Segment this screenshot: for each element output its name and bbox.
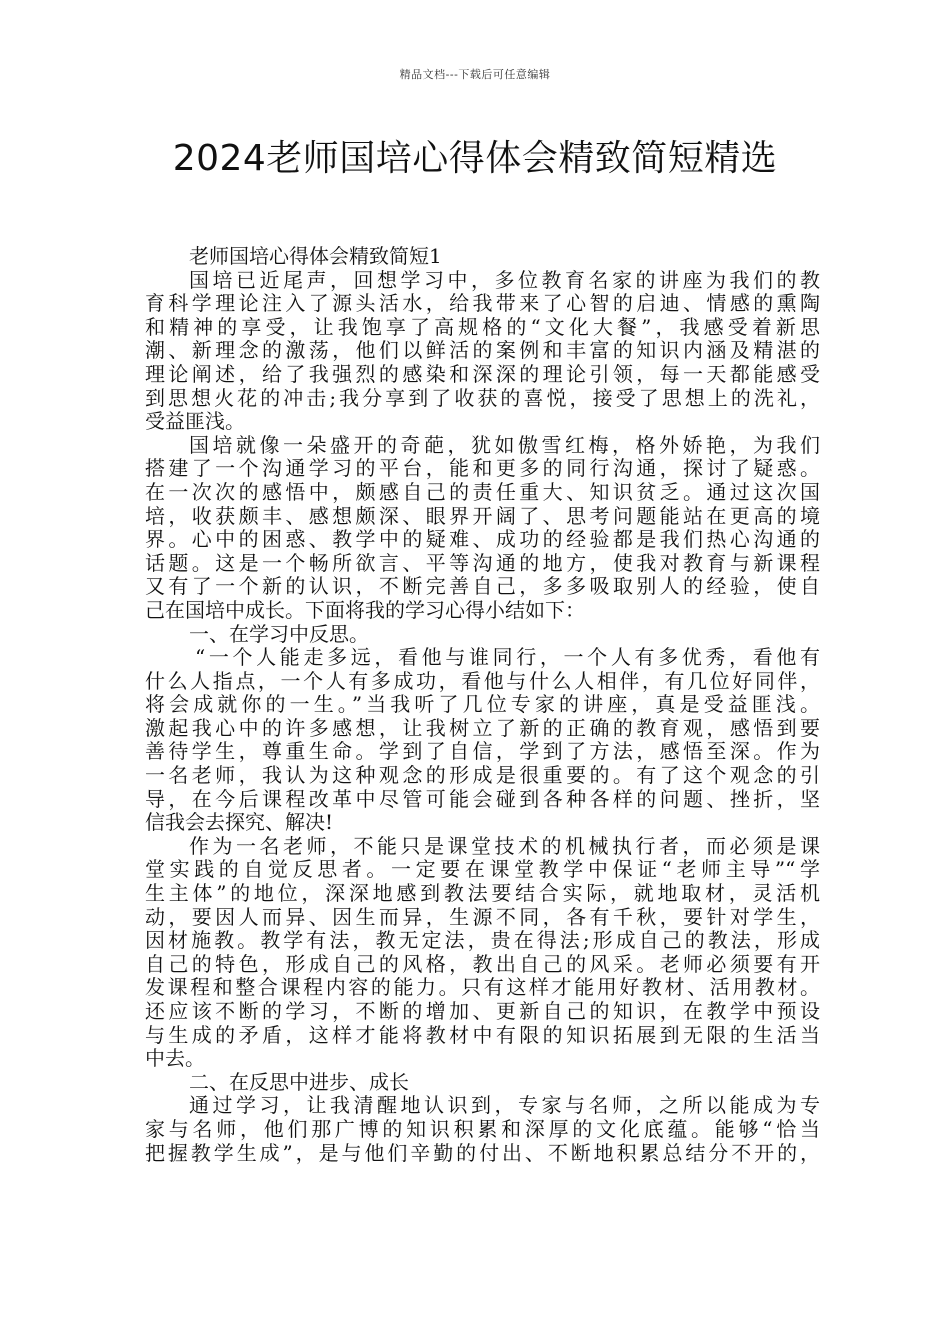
text-line: 育科学理论注入了源头活水，给我带来了心智的启迪、情感的熏陶 <box>145 292 820 316</box>
text-line: 一名老师，我认为这种观念的形成是很重要的。有了这个观念的引 <box>145 764 820 788</box>
text-line: 善待学生，尊重生命。学到了自信，学到了方法，感悟至深。作为 <box>145 740 820 764</box>
text-line: 通过学习，让我清醒地认识到，专家与名师，之所以能成为专 <box>189 1094 820 1118</box>
text-line: 中去。 <box>145 1047 205 1071</box>
text-line: 老师国培心得体会精致简短1 <box>189 245 442 268</box>
text-line: 界。心中的困惑、教学中的疑难、成功的经验都是我们热心沟通的 <box>145 528 820 552</box>
text-line: 作为一名老师，不能只是课堂技术的机械执行者，而必须是课 <box>189 834 820 858</box>
text-line: 潮、新理念的激荡，他们以鲜活的案例和丰富的知识内涵及精湛的 <box>145 339 820 363</box>
text-line: 信我会去探究、解决! <box>145 811 334 835</box>
text-line: 国培已近尾声，回想学习中，多位教育名家的讲座为我们的教 <box>189 268 820 292</box>
text-line: 生主体”的地位，深深地感到教法要结合实际，就地取材，灵活机 <box>145 882 820 906</box>
text-line: 己在国培中成长。下面将我的学习心得小结如下： <box>145 598 585 622</box>
text-line: 搭建了一个沟通学习的平台，能和更多的同行沟通，探讨了疑惑。 <box>145 457 820 481</box>
text-line: 受益匪浅。 <box>145 410 245 434</box>
document-title: 2024老师国培心得体会精致简短精选 <box>172 138 778 179</box>
text-line: 培，收获颇丰、感想颇深、眼界开阔了、思考问题能站在更高的境 <box>145 504 820 528</box>
text-line: 国培就像一朵盛开的奇葩，犹如傲雪红梅，格外娇艳，为我们 <box>189 433 820 457</box>
text-line: 因材施教。教学有法，教无定法，贵在得法;形成自己的教法，形成 <box>145 929 820 953</box>
text-line: 什么人指点，一个人有多成功，看他与什么人相伴，有几位好同伴， <box>145 669 820 693</box>
text-line: 在一次次的感悟中，颇感自己的责任重大、知识贫乏。通过这次国 <box>145 480 820 504</box>
text-line: 一、在学习中反思。 <box>189 622 369 646</box>
text-line: 和精神的享受，让我饱享了高规格的“文化大餐”，我感受着新思 <box>145 315 820 339</box>
text-line: 堂实践的自觉反思者。一定要在课堂教学中保证“老师主导”“学 <box>145 858 820 882</box>
text-line: 把握教学生成”，是与他们辛勤的付出、不断地积累总结分不开的， <box>145 1141 820 1165</box>
text-line: 激起我心中的许多感想，让我树立了新的正确的教育观，感悟到要 <box>145 716 820 740</box>
text-line: 将会成就你的一生。”当我听了几位专家的讲座，真是受益匪浅。 <box>145 693 820 717</box>
text-line: “一个人能走多远，看他与谁同行，一个人有多优秀，看他有 <box>195 646 820 670</box>
text-line: 发课程和整合课程内容的能力。只有这样才能用好教材、活用教材。 <box>145 976 820 1000</box>
text-line: 与生成的矛盾，这样才能将教材中有限的知识拓展到无限的生活当 <box>145 1023 820 1047</box>
text-line: 家与名师，他们那广博的知识积累和深厚的文化底蕴。能够“恰当 <box>145 1117 820 1141</box>
text-line: 二、在反思中进步、成长 <box>189 1070 409 1094</box>
text-line: 自己的特色，形成自己的风格，教出自己的风采。老师必须要有开 <box>145 952 820 976</box>
text-line: 导，在今后课程改革中尽管可能会碰到各种各样的问题、挫折，坚 <box>145 787 820 811</box>
text-line: 话题。这是一个畅所欲言、平等沟通的地方，使我对教育与新课程 <box>145 551 820 575</box>
document-body <box>145 245 820 1165</box>
page-header-note: 精品文档---下载后可任意编辑 <box>399 68 551 81</box>
text-line: 还应该不断的学习，不断的增加、更新自己的知识，在教学中预设 <box>145 1000 820 1023</box>
text-line: 动，要因人而异、因生而异，生源不同，各有千秋，要针对学生， <box>145 905 820 929</box>
text-line: 到思想火花的冲击;我分享到了收获的喜悦，接受了思想上的洗礼， <box>145 386 820 410</box>
text-line: 又有了一个新的认识，不断完善自己，多多吸取别人的经验，使自 <box>145 575 820 599</box>
text-line: 理论阐述，给了我强烈的感染和深深的理论引领，每一天都能感受 <box>145 362 820 386</box>
